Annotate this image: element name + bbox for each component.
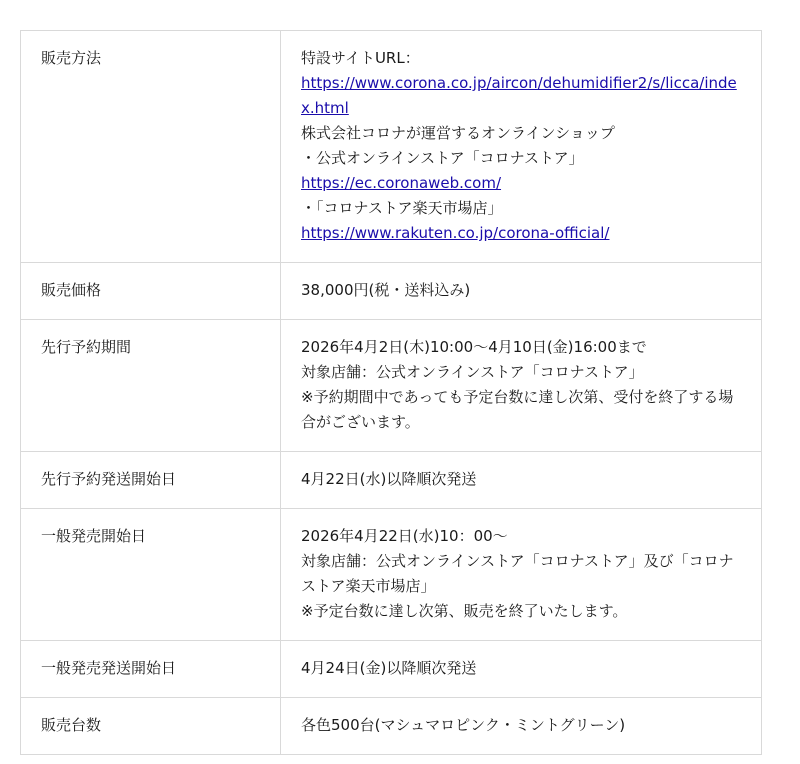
row-label: 一般発売開始日 (21, 509, 281, 641)
general-sale-date-text: 2026年4月22日(水)10：00～ (301, 527, 508, 545)
row-value (281, 641, 762, 698)
rakuten-store-label: ・「コロナストア楽天市場店」 (301, 199, 503, 217)
row-label: 販売価格 (21, 263, 281, 320)
row-value (281, 31, 762, 263)
special-site-link[interactable]: https://www.corona.co.jp/aircon/dehumidifier2/s/licca/index.html (301, 74, 737, 117)
row-label: 一般発売発送開始日 (21, 641, 281, 698)
price-text: 38,000円(税・送料込み) (301, 281, 471, 299)
preorder-note-text: ※予約期間中であっても予定台数に達し次第、受付を終了する場合がございます。 (301, 388, 734, 431)
general-sale-store-text: 対象店舗：公式オンラインストア「コロナストア」及び「コロナストア楽天市場店」 (301, 552, 734, 595)
row-value (281, 263, 762, 320)
online-shop-description: 株式会社コロナが運営するオンラインショップ (301, 124, 615, 142)
row-value (281, 452, 762, 509)
table-row-general-sale-start (21, 509, 762, 641)
special-site-url-label: 特設サイトURL： (301, 49, 420, 67)
corona-store-link[interactable]: https://ec.coronaweb.com/ (301, 174, 502, 192)
row-label: 先行予約期間 (21, 320, 281, 452)
general-shipping-text: 4月24日(金)以降順次発送 (301, 659, 477, 677)
table-row-preorder-period (21, 320, 762, 452)
rakuten-store-link[interactable]: https://www.rakuten.co.jp/corona-official/ (301, 224, 610, 242)
table-row-preorder-shipping (21, 452, 762, 509)
quantity-text: 各色500台(マシュマロピンク・ミントグリーン) (301, 716, 626, 734)
row-label: 販売台数 (21, 698, 281, 755)
table-row-price (21, 263, 762, 320)
row-value (281, 509, 762, 641)
preorder-store-text: 対象店舗：公式オンラインストア「コロナストア」 (301, 363, 644, 381)
preorder-shipping-text: 4月22日(水)以降順次発送 (301, 470, 477, 488)
row-label: 販売方法 (21, 31, 281, 263)
table-row-quantity (21, 698, 762, 755)
row-value (281, 320, 762, 452)
table-row-general-shipping (21, 641, 762, 698)
corona-store-label: ・公式オンラインストア「コロナストア」 (301, 149, 584, 167)
general-sale-note-text: ※予定台数に達し次第、販売を終了いたします。 (301, 602, 628, 620)
row-value (281, 698, 762, 755)
preorder-period-text: 2026年4月2日(木)10:00～4月10日(金)16:00まで (301, 338, 647, 356)
row-label: 先行予約発送開始日 (21, 452, 281, 509)
table-row-sales-method (21, 31, 762, 263)
sales-info-table (20, 30, 762, 755)
